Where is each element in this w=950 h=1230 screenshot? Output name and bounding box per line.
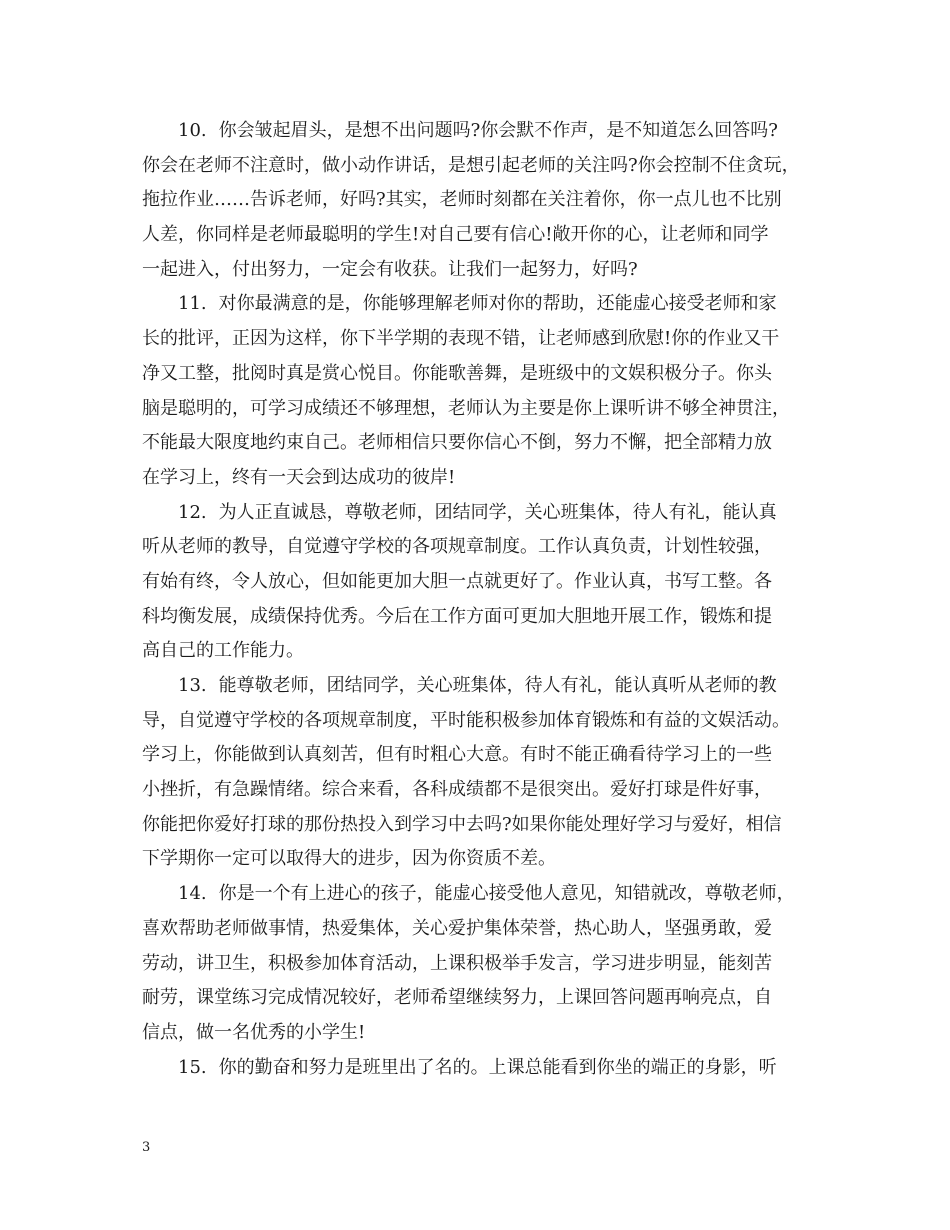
paragraph-line <box>142 253 812 288</box>
line-text: 你能把你爱好打球的那份热投入到学习中去吗?如果你能处理好学习与爱好，相信 <box>142 813 782 835</box>
paragraph-line <box>142 218 812 253</box>
paragraph-line <box>142 842 812 877</box>
paragraph-line <box>142 322 812 357</box>
paragraph-first-line <box>142 287 812 322</box>
paragraph-line <box>142 808 812 843</box>
line-text: 脑是聪明的，可学习成绩还不够理想，老师认为主要是你上课听讲不够全神贯注， <box>142 397 790 419</box>
comment-paragraph <box>142 877 812 1050</box>
paragraph-number: 15. <box>178 1056 207 1078</box>
line-text: 劳动，讲卫生，积极参加体育活动，上课积极举手发言，学习进步明显，能刻苦 <box>142 952 772 974</box>
line-text: 学习上，你能做到认真刻苦，但有时粗心大意。有时不能正确看待学习上的一些 <box>142 744 772 766</box>
paragraph-line <box>142 149 812 184</box>
line-text: 能尊敬老师，团结同学，关心班集体，待人有礼，能认真听从老师的教 <box>218 675 777 696</box>
line-text: 拖拉作业……告诉老师，好吗?其实，老师时刻都在关注着你，你一点儿也不比别 <box>142 189 782 211</box>
line-text: 听从老师的教导，自觉遵守学校的各项规章制度。工作认真负责，计划性较强， <box>142 536 772 558</box>
document-body <box>142 114 812 1085</box>
line-text: 净又工整，批阅时真是赏心悦目。你能歌善舞，是班级中的文娱积极分子。你头 <box>142 362 772 384</box>
paragraph-line <box>142 738 812 773</box>
paragraph-number: 10. <box>178 120 207 141</box>
paragraph-line <box>142 773 812 808</box>
line-text: 你会在老师不注意时，做小动作讲话，是想引起老师的关注吗?你会控制不住贪玩， <box>142 154 800 176</box>
line-text: 下学期你一定可以取得大的进步，因为你资质不差。 <box>142 848 556 870</box>
line-text: 对你最满意的是，你能够理解老师对你的帮助，还能虚心接受老师和家 <box>218 293 777 315</box>
paragraph-number: 12. <box>178 501 207 523</box>
line-text: 人差，你同样是老师最聪明的学生!对自己要有信心!敞开你的心，让老师和同学 <box>142 224 769 246</box>
line-text: 小挫折，有急躁情绪。综合来看，各科成绩都不是很突出。爱好打球是件好事， <box>142 779 772 801</box>
comment-paragraph <box>142 1051 812 1086</box>
paragraph-first-line <box>142 1051 812 1086</box>
paragraph-first-line <box>142 114 812 149</box>
page-number: 3 <box>142 1140 151 1155</box>
line-text: 高自己的工作能力。 <box>142 640 304 662</box>
paragraph-line <box>142 565 812 600</box>
line-text: 你是一个有上进心的孩子，能虚心接受他人意见，知错就改，尊敬老师， <box>218 883 795 905</box>
line-text: 喜欢帮助老师做事情，热爱集体，关心爱护集体荣誉，热心助人，坚强勇敢，爱 <box>142 917 772 939</box>
paragraph-line <box>142 392 812 427</box>
paragraph-number: 13. <box>178 675 207 696</box>
line-text: 科均衡发展，成绩保持优秀。今后在工作方面可更加大胆地开展工作，锻炼和提 <box>142 605 772 627</box>
paragraph-line <box>142 912 812 947</box>
comment-paragraph <box>142 287 812 495</box>
paragraph-first-line <box>142 877 812 912</box>
line-text: 你的勤奋和努力是班里出了名的。上课总能看到你坐的端正的身影，听 <box>218 1056 777 1078</box>
line-text: 导，自觉遵守学校的各项规章制度，平时能积极参加体育锻炼和有益的文娱活动。 <box>142 709 790 731</box>
paragraph-line <box>142 981 812 1016</box>
paragraph-line <box>142 600 812 635</box>
line-text: 你会皱起眉头，是想不出问题吗?你会默不作声，是不知道怎么回答吗? <box>218 120 778 141</box>
line-text: 信点，做一名优秀的小学生! <box>142 1021 366 1043</box>
comment-paragraph <box>142 669 812 877</box>
line-text: 一起进入，付出努力，一定会有收获。让我们一起努力，好吗? <box>142 258 638 280</box>
line-text: 长的批评，正因为这样，你下半学期的表现不错，让老师感到欣慰!你的作业又干 <box>142 328 780 350</box>
paragraph-line <box>142 947 812 982</box>
paragraph-first-line <box>142 496 812 531</box>
comment-paragraph <box>142 114 812 287</box>
line-text: 不能最大限度地约束自己。老师相信只要你信心不倒，努力不懈，把全部精力放 <box>142 432 772 454</box>
paragraph-line <box>142 426 812 461</box>
line-text: 耐劳，课堂练习完成情况较好，老师希望继续努力，上课回答问题再响亮点，自 <box>142 987 772 1009</box>
paragraph-line <box>142 634 812 669</box>
paragraph-line <box>142 704 812 739</box>
paragraph-first-line <box>142 669 812 704</box>
paragraph-number: 11. <box>178 293 207 315</box>
line-text: 在学习上，终有一天会到达成功的彼岸! <box>142 466 456 488</box>
paragraph-line <box>142 183 812 218</box>
comment-paragraph <box>142 496 812 669</box>
paragraph-number: 14. <box>178 883 207 905</box>
paragraph-line <box>142 1016 812 1051</box>
line-text: 有始有终，令人放心，但如能更加大胆一点就更好了。作业认真，书写工整。各 <box>142 570 772 592</box>
line-text: 为人正直诚恳，尊敬老师，团结同学，关心班集体，待人有礼，能认真 <box>218 501 777 523</box>
paragraph-line <box>142 530 812 565</box>
paragraph-line <box>142 357 812 392</box>
paragraph-line <box>142 461 812 496</box>
